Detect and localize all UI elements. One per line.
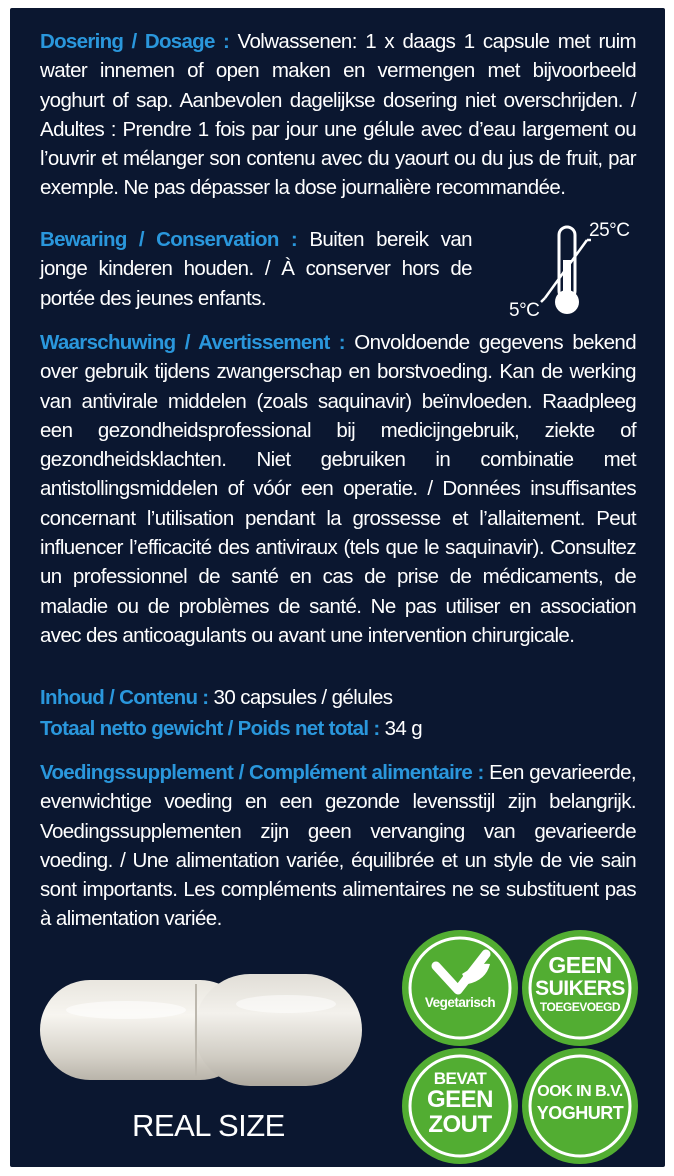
dosage-text: Volwassenen: 1 x daags 1 capsule met ruim water innemen of open maken en vermengen met bijvoorbeeld yoghurt of sap. Aanbevolen dagelijkse dosering niet overschrijden. / Adultes : Prendre 1 fois par jour une gélule avec d’eau largement ou l’ouvrir et mélanger son contenu avec du yaourt ou du jus de fruit, par exemple. Ne pas dépasser la dose journalière recommandée. [40, 30, 637, 200]
no-salt-badge-line3: ZOUT [428, 1111, 492, 1138]
contents-heading: Inhoud / Contenu : [40, 686, 209, 709]
supplement-section [40, 758, 636, 934]
yoghurt-badge-line1: OOK IN B.V. [537, 1083, 623, 1100]
storage-section [40, 225, 472, 313]
warning-text: Onvoldoende gegevens bekend over gebruik tijdens zwangerschap en borstvoeding. Kan de werking van antivirale middelen (zoals saquinavir) beïnvloeden. Raadpleeg een gezondheidsprofessional bij medicijngebruik, ziekte of gezondheidsklachten. Niet gebruiken in combinatie met antistollingsmiddelen of vóór een operatie. / Données insuffisantes concernant l’utilisation pendant la grossesse et l’allaitement. Peut influencer l’efficacité des antiviraux (tels que le saquinavir). Consultez un professionnel de santé en cas de prise de médicaments, de maladie ou de problèmes de santé. Ne pas utiliser en association avec des anticoagulants ou avant une intervention chirurgicale. [40, 331, 636, 647]
contents-section [40, 683, 636, 712]
weight-heading: Totaal netto gewicht / Poids net total : [40, 717, 380, 740]
vegetarian-badge [400, 928, 520, 1048]
no-sugar-badge-line2: SUIKERS [535, 977, 625, 1000]
yoghurt-badge [520, 1046, 640, 1166]
thermometer-max-label: 25°C [589, 220, 630, 241]
thermometer-min-label: 5°C [509, 300, 540, 321]
weight-section [40, 714, 636, 743]
thermometer [505, 212, 645, 327]
supplement-heading: Voedingssupplement / Complément alimentaire : [40, 761, 484, 784]
dosage-heading: Dosering / Dosage : [40, 30, 230, 53]
vegetarian-badge-icon [400, 928, 520, 1048]
real-size-caption: REAL SIZE [132, 1108, 285, 1143]
contents-text: 30 capsules / gélules [208, 686, 393, 709]
capsule-icon [36, 970, 366, 1090]
vegetarian-badge-label: Vegetarisch [424, 995, 496, 1010]
no-salt-badge-line1: BEVAT [433, 1069, 487, 1088]
dosage-section [40, 27, 636, 203]
supplement-text: Een gevarieerde, evenwichtige voeding en een gezonde levensstijl zijn belangrijk. Voedingssupplementen zijn geen vervanging van gevarieerde voeding. / Une alimentation variée, équilibrée et un style de vie sain sont importants. Les compléments alimentaires ne se substituent pas à alimentation variée. [40, 761, 636, 931]
no-salt-badge [400, 1046, 520, 1166]
warning-heading: Waarschuwing / Avertissement : [40, 331, 345, 354]
no-sugar-badge-line3: TOEGEVOEGD [539, 1000, 621, 1014]
storage-text: Buiten bereik van jonge kinderen houden. / À conserver hors de portée des jeunes enfants. [40, 228, 472, 310]
no-sugar-badge-line1: GEEN [548, 952, 612, 978]
weight-text: 34 g [379, 717, 423, 740]
no-sugar-badge [520, 928, 640, 1048]
no-salt-badge-line2: GEEN [426, 1086, 493, 1113]
yoghurt-badge-line2: YOGHURT [536, 1103, 624, 1123]
warning-section [40, 328, 636, 650]
capsule-image [36, 970, 366, 1090]
storage-heading: Bewaring / Conservation : [40, 228, 298, 251]
